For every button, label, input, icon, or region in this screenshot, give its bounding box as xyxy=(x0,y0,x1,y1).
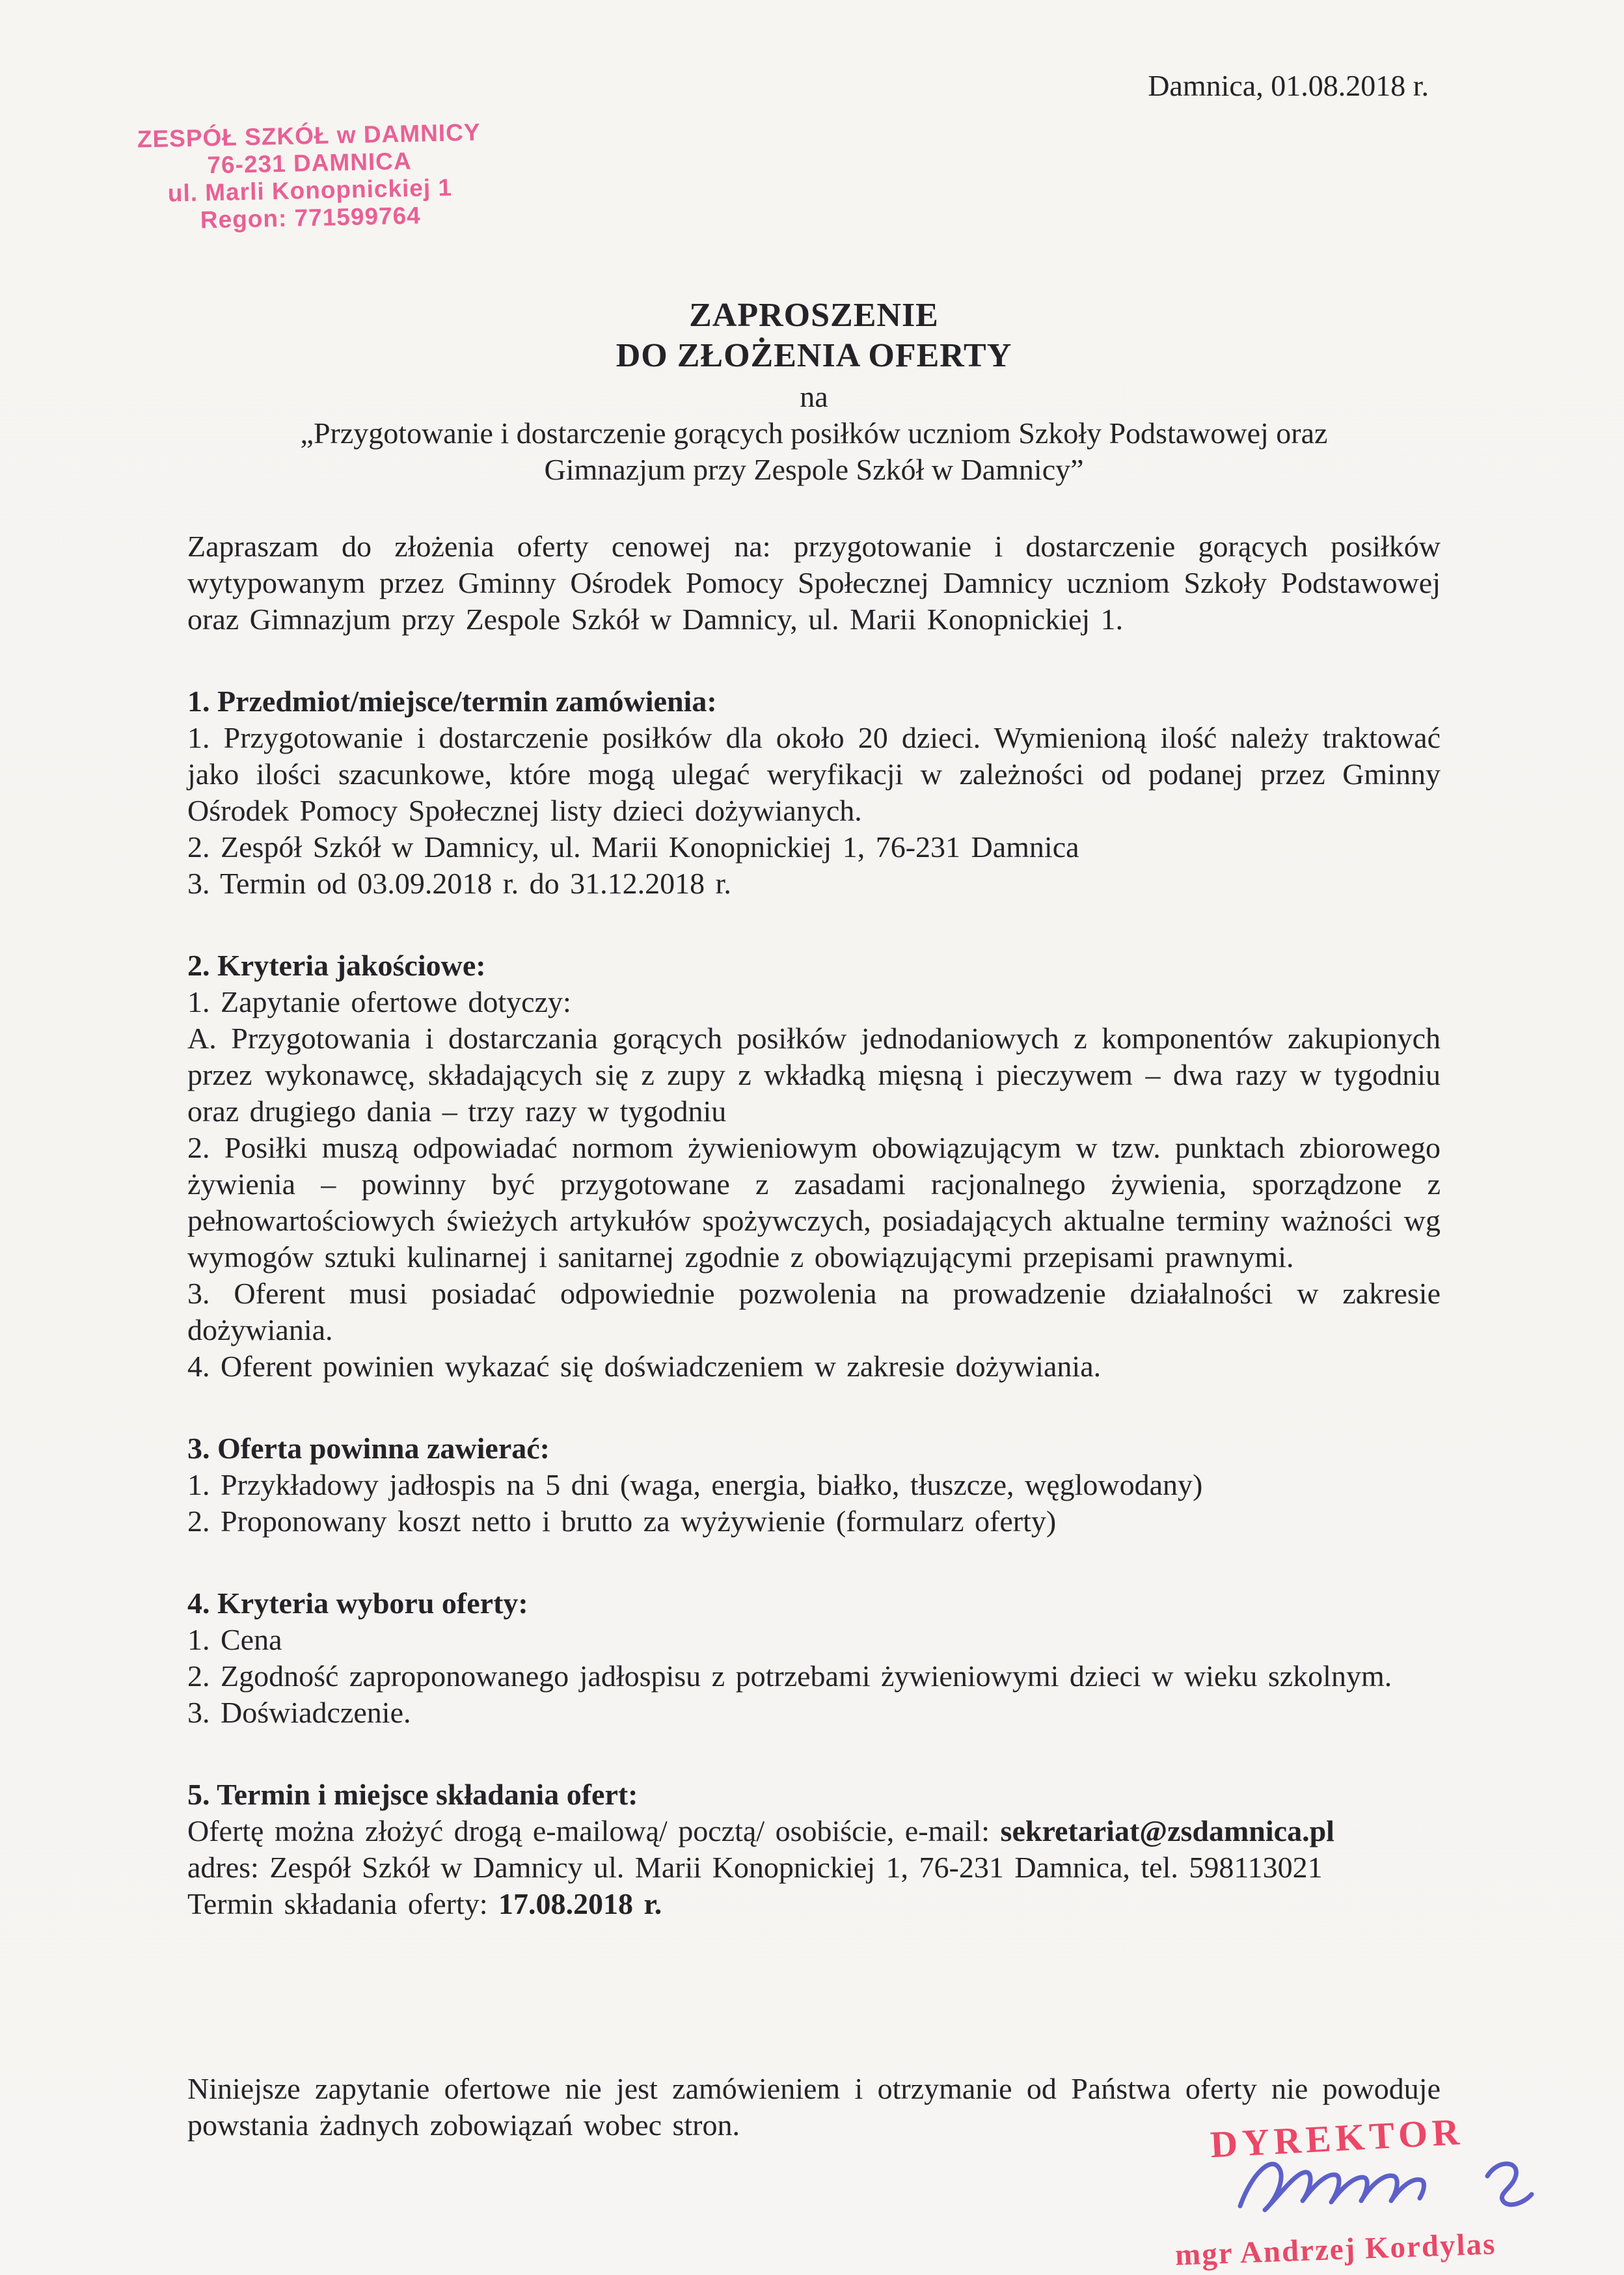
section-4-item: 2. Zgodność zaproponowanego jadłospisu z potrzebami żywieniowymi dzieci w wieku szkolnym. xyxy=(187,1659,1392,1693)
section-2-heading: 2. Kryteria jakościowe: xyxy=(187,949,486,982)
section-3-heading: 3. Oferta powinna zawierać: xyxy=(187,1432,550,1465)
email-line-prefix: Ofertę można złożyć drogą e-mailową/ pocztą/ osobiście, e-mail: xyxy=(187,1814,1001,1847)
section-1-item: 1. Przygotowanie i dostarczenie posiłków dla około 20 dzieci. Wymienioną ilość należy traktować jako ilości szacunkowe, które mogą ulegać weryfikacji w zależności od podanej przez Gminny Ośrodek Pomocy Społecznej listy dzieci dożywianych. xyxy=(187,721,1441,827)
section-2-item: 2. Posiłki muszą odpowiadać normom żywieniowym obowiązującym w tzw. punktach zbiorowego żywienia – powinny być przygotowane z zasadami racjonalnego żywienia, sporządzone z pełnowartościowych świeżych artykułów spożywczych, posiadających aktualne terminy ważności wg wymogów sztuki kulinarnej i sanitarnej zgodnie z obowiązującymi przepisami prawnymi. xyxy=(187,1131,1441,1274)
school-stamp-line: 76-231 DAMNICA xyxy=(207,147,413,179)
school-stamp-line: ul. Marli Konopnickiej 1 xyxy=(167,174,453,207)
section-2-item: A. Przygotowania i dostarczania gorących posiłków jednodaniowych z komponentów zakupionych przez wykonawcę, składających się z zupy z wkładką mięsną i pieczywem – dwa razy w tygodniu oraz drugiego dania – trzy razy w tygodniu xyxy=(187,1022,1441,1128)
email-address: sekretariat@zsdamnica.pl xyxy=(1000,1814,1334,1847)
section-5-line-deadline xyxy=(187,1886,1441,1922)
intro-paragraph: Zapraszam do złożenia oferty cenowej na: przygotowanie i dostarczenie gorących posiłków wytypowanym przez Gminny Ośrodek Pomocy Społecznej Damnicy uczniom Szkoły Podstawowej oraz Gimnazjum przy Zespole Szkół w Damnicy, ul. Marii Konopnickiej 1. xyxy=(187,530,1441,636)
section-3-item: 2. Proponowany koszt netto i brutto za wyżywienie (formularz oferty) xyxy=(187,1505,1057,1538)
document-title-line2: DO ZŁOŻENIA OFERTY xyxy=(616,337,1012,374)
school-stamp-line: Regon: 771599764 xyxy=(200,202,422,234)
title-block xyxy=(187,295,1441,488)
section-1-heading: 1. Przedmiot/miejsce/termin zamówienia: xyxy=(187,685,717,718)
section-1 xyxy=(187,683,1441,902)
section-2-item: 3. Oferent musi posiadać odpowiednie pozwolenia na prowadzenie działalności w zakresie dożywiania. xyxy=(187,1277,1441,1346)
title-subject: „Przygotowanie i dostarczenie gorących posiłków uczniom Szkoły Podstawowej oraz Gimnazjum przy Zespole Szkół w Damnicy” xyxy=(300,416,1328,486)
section-2-item: 4. Oferent powinien wykazać się doświadczeniem w zakresie dożywiania. xyxy=(187,1350,1102,1383)
director-name-stamp: mgr Andrzej Kordylas xyxy=(1174,2227,1497,2272)
director-role-stamp: DYREKTOR xyxy=(1209,2110,1465,2166)
title-conjunction: na xyxy=(800,380,828,413)
section-2-item: 1. Zapytanie ofertowe dotyczy: xyxy=(187,985,571,1018)
date-line: Damnica, 01.08.2018 r. xyxy=(1148,69,1429,102)
section-5-line-email xyxy=(187,1813,1441,1849)
document-title-line1: ZAPROSZENIE xyxy=(689,297,939,334)
closing-paragraph: Niniejsze zapytanie ofertowe nie jest zamówieniem i otrzymanie od Państwa oferty nie powoduje powstania żadnych zobowiązań wobec stron. xyxy=(187,2072,1441,2142)
deadline-date: 17.08.2018 r. xyxy=(498,1887,662,1920)
section-1-item: 3. Termin od 03.09.2018 r. do 31.12.2018 r. xyxy=(187,867,731,900)
section-5-line-address: adres: Zespół Szkół w Damnicy ul. Marii Konopnickiej 1, 76-231 Damnica, tel. 598113021 xyxy=(187,1851,1323,1884)
document-content xyxy=(187,0,1441,1922)
section-3 xyxy=(187,1430,1441,1540)
signature-block xyxy=(1165,2110,1624,2275)
section-1-item: 2. Zespół Szkół w Damnicy, ul. Marii Konopnickiej 1, 76-231 Damnica xyxy=(187,830,1079,864)
handwritten-signature xyxy=(1230,2136,1542,2233)
section-2 xyxy=(187,947,1441,1385)
section-4-heading: 4. Kryteria wyboru oferty: xyxy=(187,1587,528,1620)
section-5 xyxy=(187,1777,1441,1922)
section-4-item: 1. Cena xyxy=(187,1623,282,1656)
section-4 xyxy=(187,1585,1441,1731)
school-stamp-line: ZESPÓŁ SZKÓŁ w DAMNICY xyxy=(137,118,481,153)
section-4-item: 3. Doświadczenie. xyxy=(187,1696,411,1729)
section-5-heading: 5. Termin i miejsce składania ofert: xyxy=(187,1778,638,1811)
section-3-item: 1. Przykładowy jadłospis na 5 dni (waga, energia, białko, tłuszcze, węglowodany) xyxy=(187,1468,1203,1501)
deadline-prefix: Termin składania oferty: xyxy=(187,1887,499,1920)
